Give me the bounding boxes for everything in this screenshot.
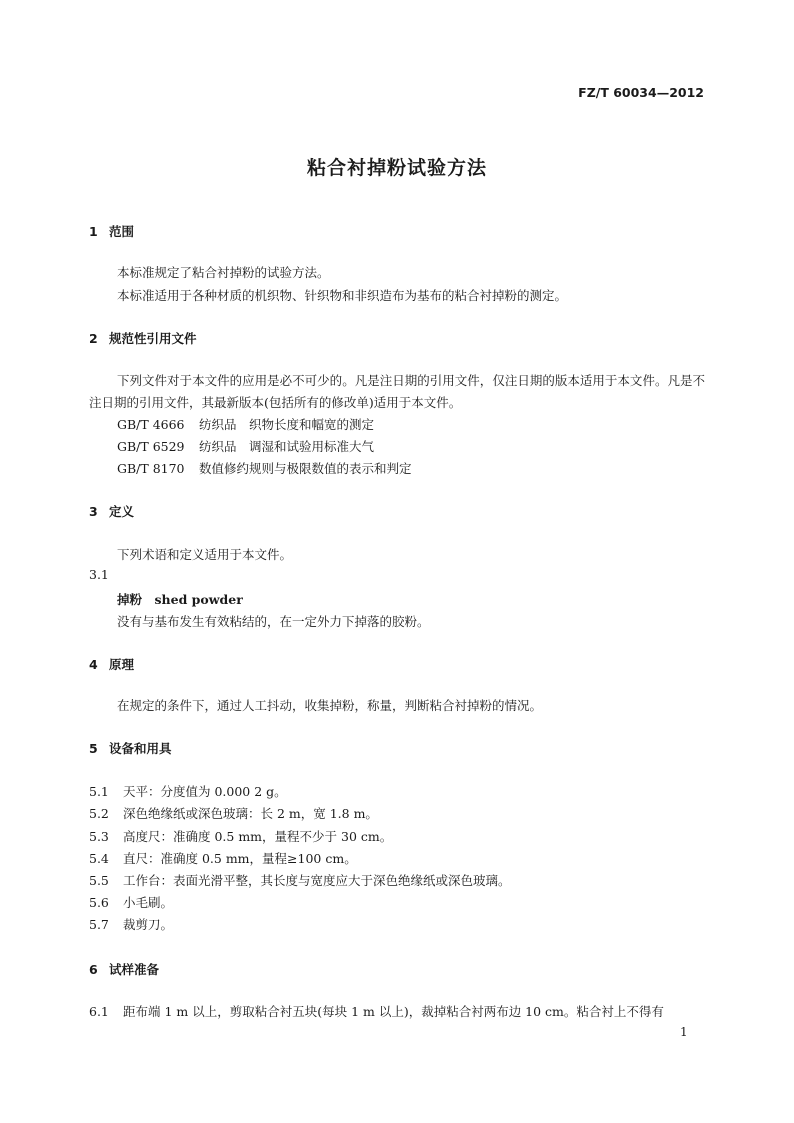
- item-number: 5.7: [89, 917, 109, 932]
- item-text: 高度尺：准确度 0.5 mm，量程不少于 30 cm。: [123, 829, 393, 844]
- section-heading-5: [89, 739, 172, 757]
- section-number: 6: [89, 962, 98, 977]
- section-number: 3: [89, 504, 98, 519]
- item-text: 工作台：表面光滑平整，其长度与宽度应大于深色绝缘纸或深色玻璃。: [123, 873, 511, 888]
- section-heading-6: [89, 960, 159, 978]
- section-title: 范围: [109, 224, 135, 239]
- item-text: 裁剪刀。: [123, 917, 174, 932]
- reference-code: GB/T 8170: [117, 461, 185, 476]
- section-number: 4: [89, 657, 98, 672]
- term: 掉粉 shed powder: [117, 592, 243, 607]
- reference-code: GB/T 4666: [117, 417, 185, 432]
- list-item: [89, 849, 357, 867]
- reference-title: 纺织品 织物长度和幅宽的测定: [199, 417, 375, 432]
- item-number: 5.4: [89, 851, 109, 866]
- paragraph: 本标准适用于各种材质的机织物、针织物和非织造布为基布的粘合衬掉粉的测定。: [117, 288, 568, 303]
- item-number: 5.3: [89, 829, 109, 844]
- item-number: 5.5: [89, 873, 109, 888]
- section-heading-2: [89, 329, 197, 347]
- section-number: 5: [89, 741, 98, 756]
- paragraph: 下列术语和定义适用于本文件。: [117, 547, 293, 562]
- item-text: 距布端 1 m 以上，剪取粘合衬五块(每块 1 m 以上)，裁掉粘合衬两布边 10 cm。粘合衬上不得有: [123, 1004, 664, 1019]
- section-title: 试样准备: [109, 962, 160, 977]
- paragraph: 下列文件对于本文件的应用是必不可少的。凡是注日期的引用文件，仅注日期的版本适用于本文件。凡是不注日期的引用文件，其最新版本(包括所有的修改单)适用于本文件。: [89, 373, 705, 410]
- section-number: 2: [89, 331, 98, 346]
- section-title: 设备和用具: [109, 741, 172, 756]
- section-title: 定义: [109, 504, 135, 519]
- reference-code: GB/T 6529: [117, 439, 185, 454]
- list-item: [89, 915, 173, 933]
- item-text: 天平：分度值为 0.000 2 g。: [123, 784, 287, 799]
- list-item: [89, 782, 287, 800]
- list-item: [89, 827, 392, 845]
- section-number: 1: [89, 224, 98, 239]
- paragraph: 在规定的条件下，通过人工抖动，收集掉粉，称量，判断粘合衬掉粉的情况。: [117, 698, 543, 713]
- document-title: 粘合衬掉粉试验方法: [306, 157, 487, 179]
- section-title: 原理: [109, 657, 135, 672]
- list-item: [89, 871, 511, 889]
- list-item: [89, 804, 378, 822]
- section-heading-4: [89, 655, 134, 673]
- item-text: 直尺：准确度 0.5 mm，量程≥100 cm。: [123, 851, 357, 866]
- paragraph: 本标准规定了粘合衬掉粉的试验方法。: [117, 265, 330, 280]
- item-number: 6.1: [89, 1004, 109, 1019]
- list-item: [89, 893, 173, 911]
- reference-item: [117, 459, 412, 477]
- item-text: 小毛刷。: [123, 895, 174, 910]
- reference-title: 数值修约规则与极限数值的表示和判定: [199, 461, 412, 476]
- reference-item: [117, 437, 374, 455]
- section-title: 规范性引用文件: [109, 331, 197, 346]
- standard-number: FZ/T 60034—2012: [578, 85, 704, 100]
- reference-title: 纺织品 调湿和试验用标准大气: [199, 439, 375, 454]
- section-heading-1: [89, 222, 134, 240]
- definition: 没有与基布发生有效粘结的，在一定外力下掉落的胶粉。: [117, 614, 430, 629]
- subsection-number: 3.1: [89, 567, 109, 582]
- item-number: 5.1: [89, 784, 109, 799]
- item-number: 5.2: [89, 806, 109, 821]
- item-text: 深色绝缘纸或深色玻璃：长 2 m，宽 1.8 m。: [123, 806, 378, 821]
- list-item: [89, 1002, 664, 1020]
- item-number: 5.6: [89, 895, 109, 910]
- page-number: 1: [680, 1025, 688, 1039]
- section-heading-3: [89, 502, 134, 520]
- reference-item: [117, 415, 374, 433]
